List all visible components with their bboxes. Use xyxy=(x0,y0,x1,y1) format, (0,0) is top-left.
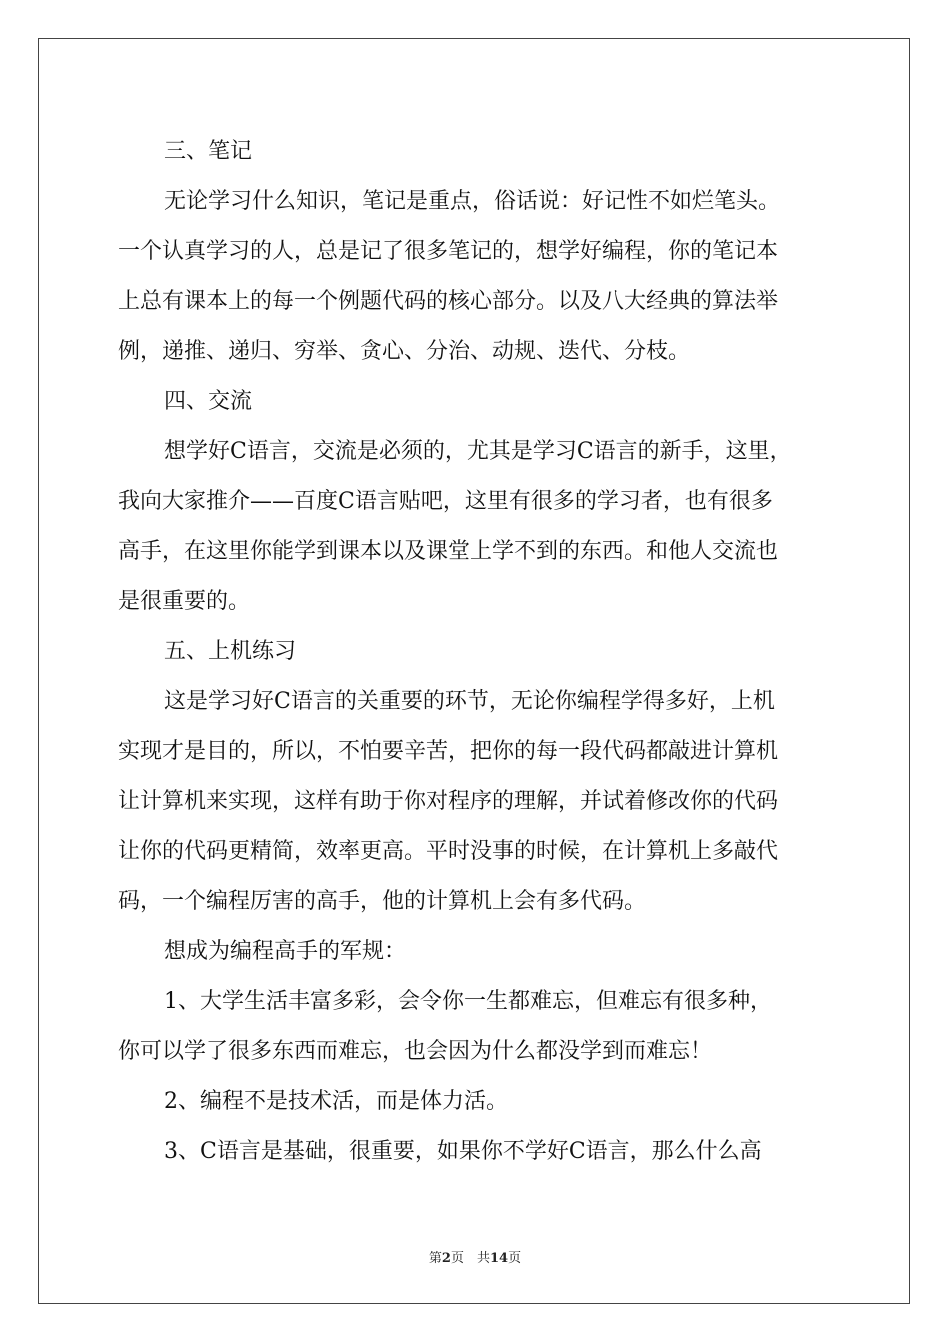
rule-3: 3、C语言是基础，很重要，如果你不学好C语言，那么什么高 xyxy=(164,1139,762,1164)
paragraph-notes xyxy=(118,177,838,377)
section-heading-notes: 三、笔记 xyxy=(164,139,253,164)
section-heading-practice: 五、上机练习 xyxy=(164,639,297,664)
section-heading-communication: 四、交流 xyxy=(164,389,253,414)
text-line: 想学好C语言，交流是必须的，尤其是学习C语言的新手，这里， xyxy=(164,439,792,464)
text-line: 例，递推、递归、穷举、贪心、分治、动规、迭代、分枝。 xyxy=(118,339,691,364)
footer-mid: 页 共 xyxy=(450,1251,490,1266)
rule-2: 2、编程不是技术活，而是体力活。 xyxy=(164,1089,508,1114)
text-line: 你可以学了很多东西而难忘，也会因为什么都没学到而难忘！ xyxy=(118,1039,713,1064)
text-line: 码，一个编程厉害的高手，他的计算机上会有多代码。 xyxy=(118,889,647,914)
paragraph-communication xyxy=(118,427,838,627)
page-footer xyxy=(0,1247,950,1266)
document-body xyxy=(118,127,838,1177)
paragraph-practice xyxy=(118,677,838,927)
footer-total-pages: 14 xyxy=(489,1251,509,1266)
text-line: 一个认真学习的人，总是记了很多笔记的，想学好编程，你的笔记本 xyxy=(118,239,779,264)
rules-title: 想成为编程高手的军规： xyxy=(164,939,407,964)
text-line: 是很重要的。 xyxy=(118,589,251,614)
text-line: 我向大家推介——百度C语言贴吧，这里有很多的学习者，也有很多 xyxy=(118,489,773,514)
footer-page-number: 2 xyxy=(441,1251,451,1266)
footer-prefix: 第 xyxy=(428,1251,442,1266)
footer-suffix: 页 xyxy=(508,1251,522,1266)
text-line: 实现才是目的，所以，不怕要辛苦，把你的每一段代码都敲进计算机 xyxy=(118,739,779,764)
rule-1 xyxy=(118,977,838,1077)
text-line: 让计算机来实现，这样有助于你对程序的理解，并试着修改你的代码 xyxy=(118,789,779,814)
text-line: 无论学习什么知识，笔记是重点，俗话说：好记性不如烂笔头。 xyxy=(164,189,781,214)
text-line: 高手，在这里你能学到课本以及课堂上学不到的东西。和他人交流也 xyxy=(118,539,779,564)
text-line: 上总有课本上的每一个例题代码的核心部分。以及八大经典的算法举 xyxy=(118,289,779,314)
text-line: 这是学习好C语言的关重要的环节，无论你编程学得多好，上机 xyxy=(164,689,775,714)
text-line: 让你的代码更精简，效率更高。平时没事的时候，在计算机上多敲代 xyxy=(118,839,779,864)
text-line: 1、大学生活丰富多彩，会令你一生都难忘，但难忘有很多种， xyxy=(164,989,772,1014)
